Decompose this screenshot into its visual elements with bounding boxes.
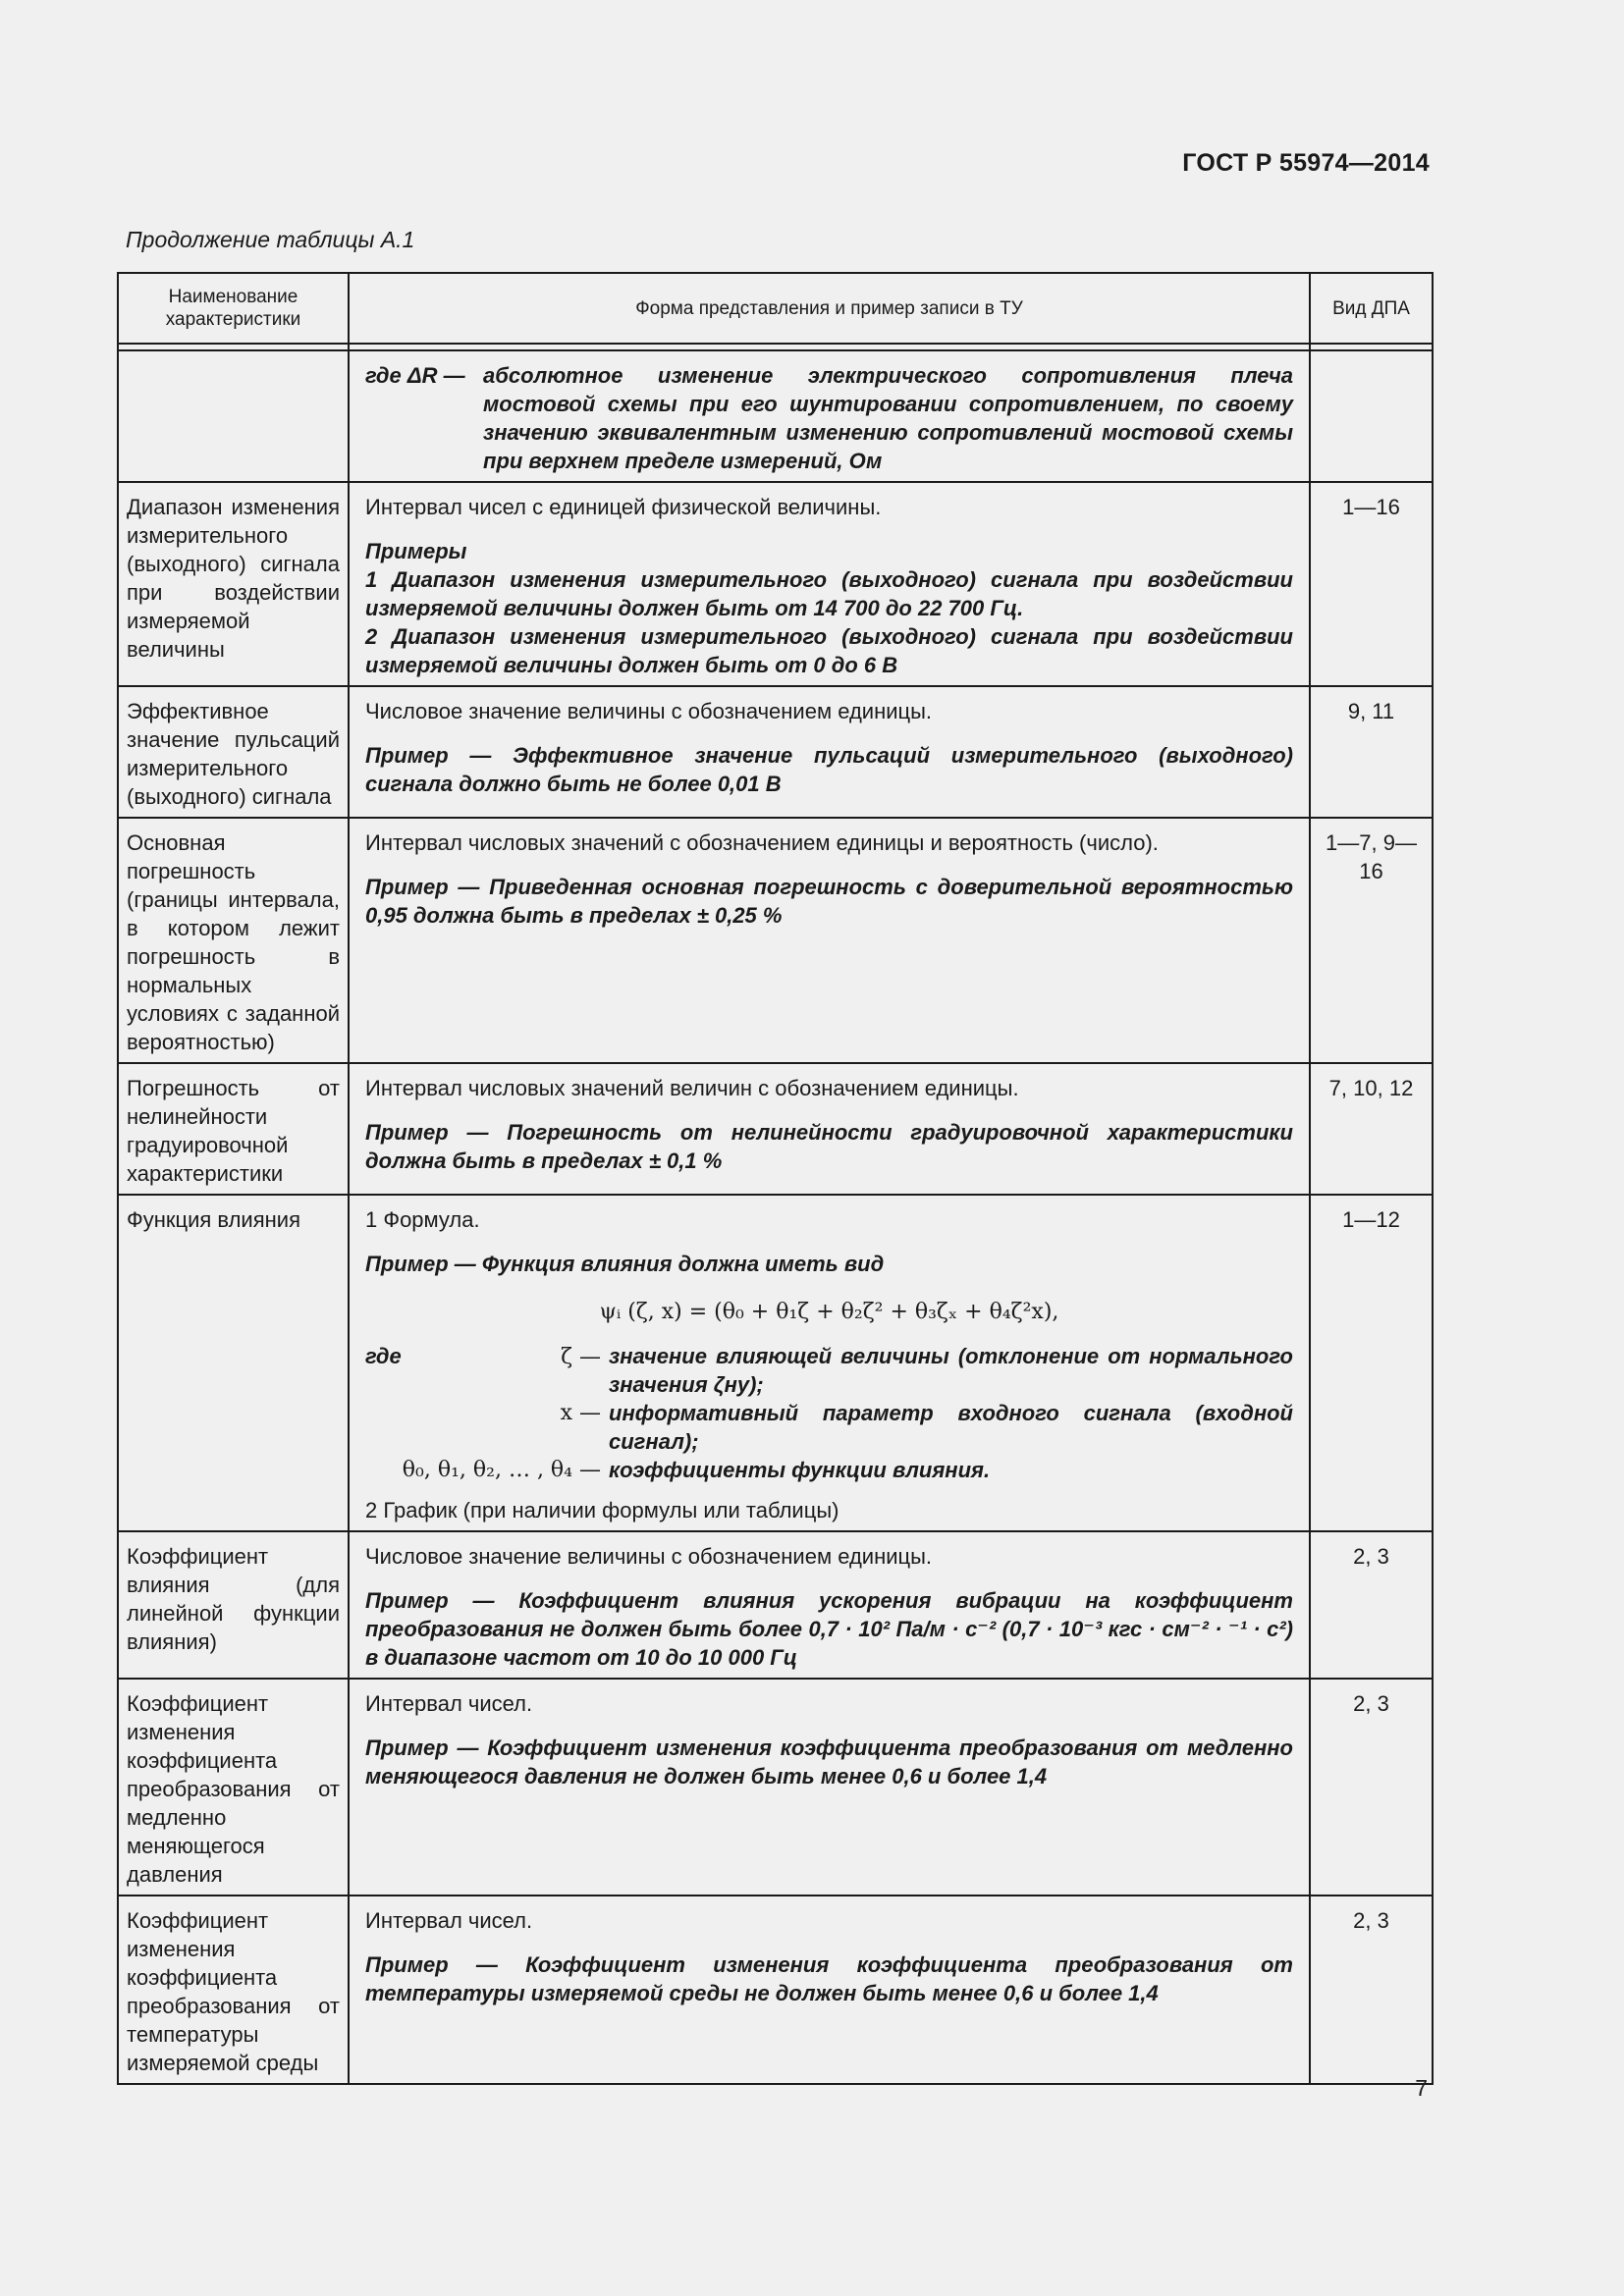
characteristics-table — [117, 272, 1434, 2085]
table-row — [118, 686, 1433, 818]
examples-title: Примеры — [365, 539, 467, 563]
definition-symbol: где ζ — — [365, 1344, 601, 1369]
row-name: Коэффициент влияния (для линейной функции влияния) — [118, 1531, 349, 1679]
table-row — [118, 1531, 1433, 1679]
row-form — [349, 1896, 1310, 2084]
where-label: где — [365, 1344, 402, 1368]
form-text: 1 Формула. — [365, 1207, 480, 1232]
header-form: Форма представления и пример записи в ТУ — [349, 273, 1310, 344]
row-form — [349, 1679, 1310, 1896]
row-dpa: 2, 3 — [1310, 1679, 1433, 1896]
form-text: Интервал чисел с единицей физической величины. — [365, 495, 882, 519]
row-name: Функция влияния — [118, 1195, 349, 1531]
header-name: Наименование характеристики — [118, 273, 349, 344]
row-name: Основная погрешность (границы интервала, в котором лежит погрешность в нормальных условиях с заданной вероятностью) — [118, 818, 349, 1063]
row-dpa: 9, 11 — [1310, 686, 1433, 818]
row-name: Погрешность от нелинейности градуировочной характеристики — [118, 1063, 349, 1195]
definition-text: коэффициенты функции влияния. — [609, 1458, 991, 1482]
formula-definitions — [365, 1342, 1293, 1484]
table-row — [118, 1195, 1433, 1531]
row-dpa: 1—16 — [1310, 482, 1433, 686]
example-text: 2 Диапазон изменения измерительного (выходного) сигнала при воздействии измеряемой величины должен быть от 0 до 6 В — [365, 624, 1293, 677]
table-row — [118, 350, 1433, 482]
row-dpa: 2, 3 — [1310, 1531, 1433, 1679]
influence-formula: ψᵢ (ζ, x) = (θ₀ + θ₁ζ + θ₂ζ² + θ₃ζₓ + θ₄ζ²x), — [599, 1300, 1059, 1324]
row-name: Диапазон изменения измерительного (выходного) сигнала при воздействии измеряемой величины — [118, 482, 349, 686]
row-name: Коэффициент изменения коэффициента преобразования от температуры измеряемой среды — [118, 1896, 349, 2084]
header-dpa: Вид ДПА — [1310, 273, 1433, 344]
form-text: 2 График (при наличии формулы или таблицы) — [365, 1498, 839, 1522]
form-text: Интервал чисел. — [365, 1908, 533, 1933]
row-form — [349, 1063, 1310, 1195]
row-dpa: 7, 10, 12 — [1310, 1063, 1433, 1195]
example-text: Пример — Коэффициент изменения коэффициента преобразования от температуры измеряемой среды не должен быть менее 0,6 и более 1,4 — [365, 1952, 1293, 2005]
definition-symbol: θ₀, θ₁, θ₂, … , θ₄ — — [402, 1458, 601, 1482]
document-code: ГОСТ Р 55974—2014 — [1182, 149, 1430, 177]
continuation-definition — [365, 361, 1293, 475]
definition-symbol: x — — [560, 1401, 601, 1425]
form-text: Интервал числовых значений величин с обозначением единицы. — [365, 1076, 1019, 1100]
row-name: Эффективное значение пульсаций измерительного (выходного) сигнала — [118, 686, 349, 818]
table-row — [118, 1896, 1433, 2084]
row-dpa: 1—12 — [1310, 1195, 1433, 1531]
row-form — [349, 1195, 1310, 1531]
row-dpa: 2, 3 — [1310, 1896, 1433, 2084]
form-text: Интервал числовых значений с обозначением единицы и вероятность (число). — [365, 830, 1159, 855]
example-text: Пример — Коэффициент изменения коэффициента преобразования от медленно меняющегося давления не должен быть менее 0,6 и более 1,4 — [365, 1735, 1293, 1789]
form-text: Числовое значение величины с обозначением единицы. — [365, 1544, 933, 1569]
header-separator — [118, 344, 1433, 350]
continuation-text: абсолютное изменение электрического сопротивления плеча мостовой схемы при его шунтировании сопротивлением, по своему значению эквивалентным изменению сопротивлений мостовой схемы при верхнем пределе измерений, Ом — [483, 363, 1293, 473]
example-text: 1 Диапазон изменения измерительного (выходного) сигнала при воздействии измеряемой величины должен быть от 14 700 до 22 700 Гц. — [365, 567, 1293, 620]
table-header-row — [118, 273, 1433, 344]
row-form — [349, 1531, 1310, 1679]
table-row — [118, 818, 1433, 1063]
page-number: 7 — [1415, 2075, 1428, 2101]
row-form — [349, 686, 1310, 818]
row-form — [349, 482, 1310, 686]
example-text: Пример — Погрешность от нелинейности градуировочной характеристики должна быть в пределах ± 0,1 % — [365, 1120, 1293, 1173]
example-text: Пример — Приведенная основная погрешность с доверительной вероятностью 0,95 должна быть в пределах ± 0,25 % — [365, 875, 1293, 928]
form-text: Интервал чисел. — [365, 1691, 533, 1716]
example-text: Пример — Функция влияния должна иметь вид — [365, 1252, 885, 1276]
example-text: Пример — Эффективное значение пульсаций измерительного (выходного) сигнала должно быть не более 0,01 В — [365, 743, 1293, 796]
row-name: Коэффициент изменения коэффициента преобразования от медленно меняющегося давления — [118, 1679, 349, 1896]
row-name — [118, 350, 349, 482]
form-text: Числовое значение величины с обозначением единицы. — [365, 699, 933, 723]
row-dpa: 1—7, 9—16 — [1310, 818, 1433, 1063]
row-form — [349, 350, 1310, 482]
definition-text: информативный параметр входного сигнала (входной сигнал); — [609, 1401, 1293, 1454]
table-row — [118, 482, 1433, 686]
row-form — [349, 818, 1310, 1063]
example-text: Пример — Коэффициент влияния ускорения вибрации на коэффициент преобразования не должен быть более 0,7 · 10² Па/м · с⁻² (0,7 · 10⁻³ кгс · см⁻² · ⁻¹ · с²) в диапазоне частот от 10 до 10 000 Гц — [365, 1588, 1293, 1670]
continuation-lead: где ΔR — — [365, 363, 465, 388]
table-row — [118, 1063, 1433, 1195]
definition-text: значение влияющей величины (отклонение от нормального значения ζну); — [609, 1344, 1293, 1397]
table-caption: Продолжение таблицы А.1 — [126, 227, 415, 252]
row-dpa — [1310, 350, 1433, 482]
table-row — [118, 1679, 1433, 1896]
